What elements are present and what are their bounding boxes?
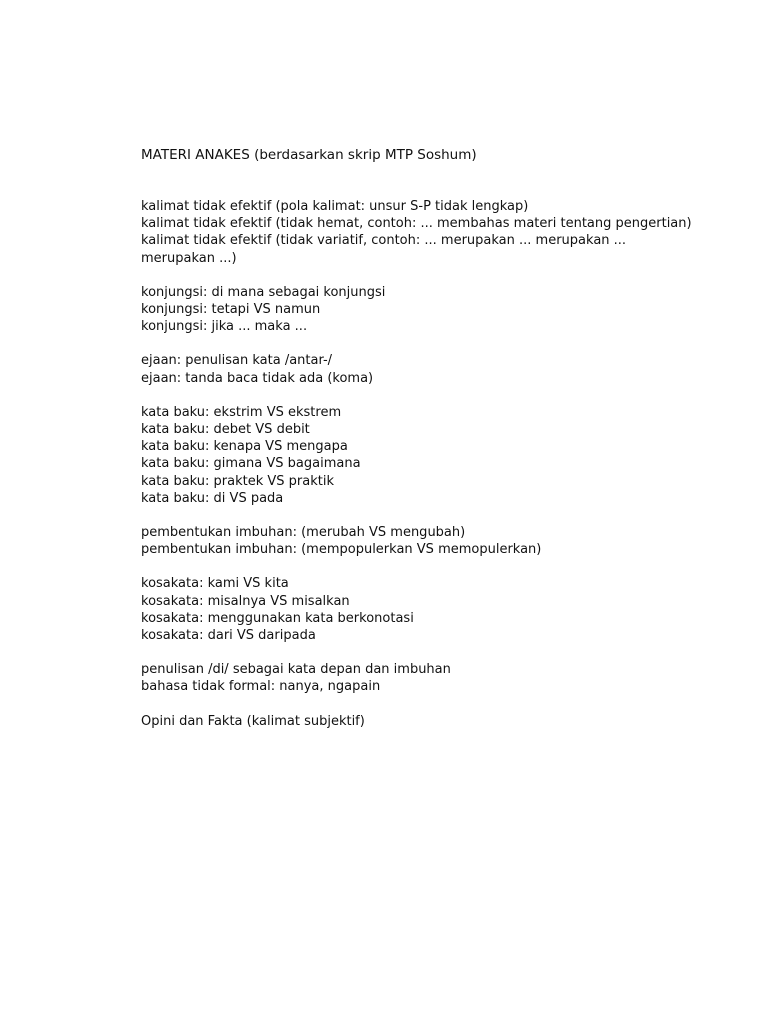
- block-kalimat: [141, 198, 741, 267]
- text-line: kosakata: misalnya VS misalkan: [141, 593, 350, 609]
- text-line: ejaan: tanda baca tidak ada (koma): [141, 370, 374, 386]
- document-content: [141, 146, 741, 747]
- block-ejaan: [141, 352, 741, 386]
- text-line: kosakata: kami VS kita: [141, 576, 289, 592]
- text-line: ejaan: penulisan kata /antar-/: [141, 353, 333, 369]
- text-line: bahasa tidak formal: nanya, ngapain: [141, 679, 381, 695]
- text-line: pembentukan imbuhan: (merubah VS mengubah): [141, 525, 466, 541]
- text-line: kalimat tidak efektif (tidak variatif, contoh: ... merupakan ... merupakan ...: [141, 233, 627, 249]
- text-line: merupakan ...): [141, 250, 237, 266]
- text-line: kosakata: menggunakan kata berkonotasi: [141, 610, 414, 626]
- text-line: kata baku: ekstrim VS ekstrem: [141, 404, 342, 420]
- block-kata-baku: [141, 404, 741, 507]
- text-line: konjungsi: tetapi VS namun: [141, 302, 321, 318]
- text-line: penulisan /di/ sebagai kata depan dan imbuhan: [141, 662, 451, 678]
- text-line: kata baku: praktek VS praktik: [141, 473, 335, 489]
- block-imbuhan: [141, 524, 741, 558]
- text-line: konjungsi: di mana sebagai konjungsi: [141, 284, 386, 300]
- text-line: kata baku: kenapa VS mengapa: [141, 439, 348, 455]
- text-line: kata baku: gimana VS bagaimana: [141, 456, 361, 472]
- block-konjungsi: [141, 284, 741, 336]
- document-title: MATERI ANAKES (berdasarkan skrip MTP Soshum): [141, 147, 477, 163]
- text-line: kata baku: di VS pada: [141, 490, 284, 506]
- text-line: kalimat tidak efektif (tidak hemat, contoh: ... membahas materi tentang pengertian): [141, 216, 692, 232]
- text-line: Opini dan Fakta (kalimat subjektif): [141, 713, 365, 729]
- text-line: konjungsi: jika ... maka ...: [141, 319, 308, 335]
- text-line: kosakata: dari VS daripada: [141, 628, 316, 644]
- block-penulisan: [141, 661, 741, 695]
- text-line: kata baku: debet VS debit: [141, 422, 310, 438]
- block-opini: [141, 713, 741, 730]
- text-line: kalimat tidak efektif (pola kalimat: unsur S-P tidak lengkap): [141, 199, 529, 214]
- text-line: pembentukan imbuhan: (mempopulerkan VS memopulerkan): [141, 542, 542, 558]
- block-kosakata: [141, 575, 741, 644]
